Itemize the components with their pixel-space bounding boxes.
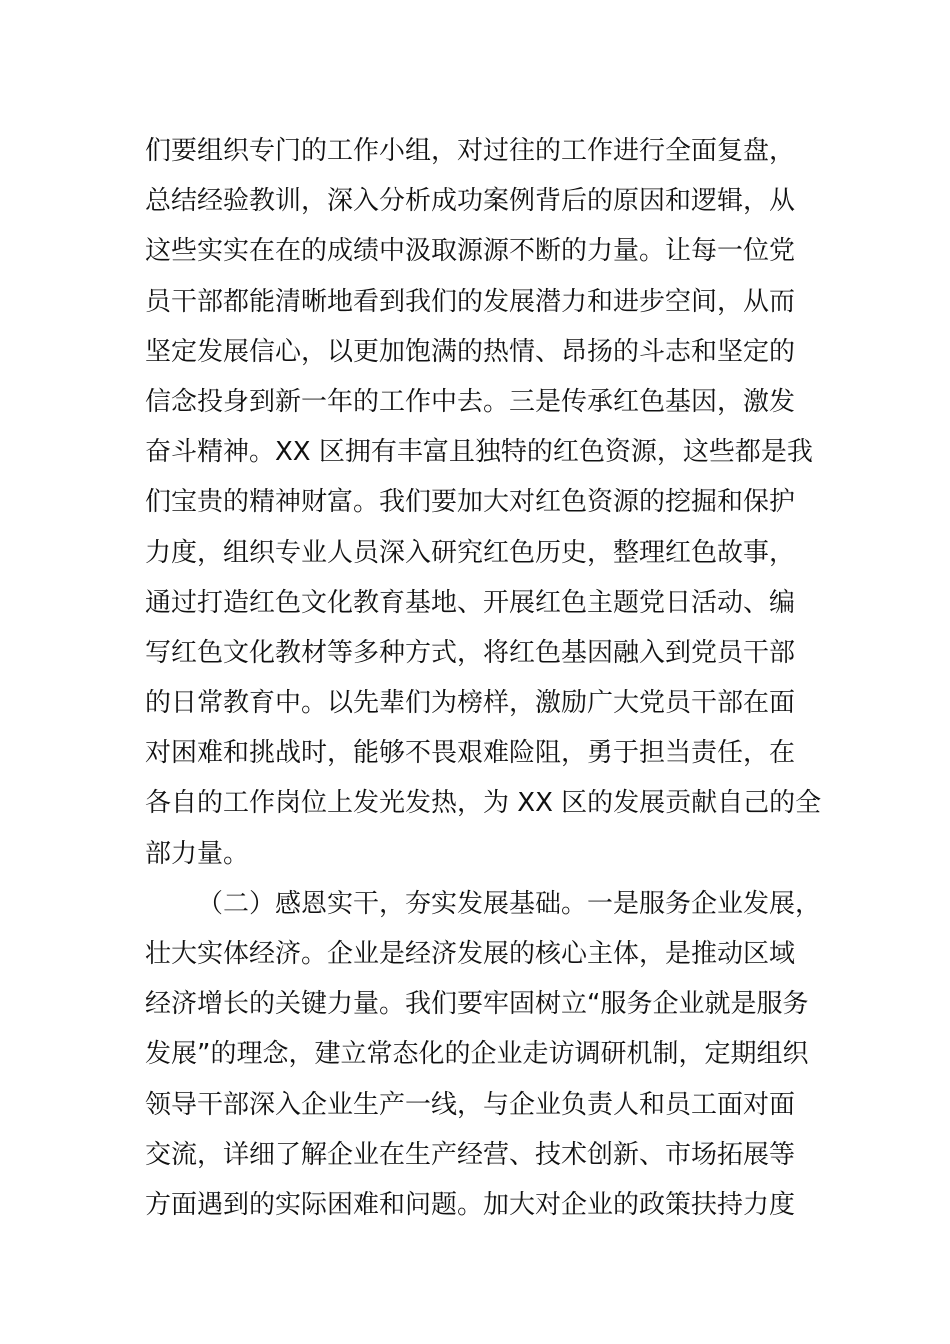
text-line: 坚定发展信心，以更加饱满的热情、昂扬的斗志和坚定的 [145, 336, 796, 367]
text-line: 这些实实在在的成绩中汲取源源不断的力量。让每一位党 [145, 236, 796, 267]
text-line: 壮大实体经济。企业是经济发展的核心主体，是推动区域 [145, 939, 796, 969]
text-line: 交流，详细了解企业在生产经营、技术创新、市场拓展等 [145, 1139, 796, 1170]
text-line: 写红色文化教材等多种方式，将红色基因融入到党员干部 [145, 637, 796, 668]
text-line: 们宝贵的精神财富。我们要加大对红色资源的挖掘和保护 [145, 487, 796, 518]
text-line: 力度，组织专业人员深入研究红色历史，整理红色故事， [145, 537, 796, 568]
text-line: 发展”的理念，建立常态化的企业走访调研机制，定期组织 [145, 1039, 809, 1070]
text-line: 方面遇到的实际困难和问题。加大对企业的政策扶持力度 [145, 1189, 796, 1220]
text-line: 经济增长的关键力量。我们要牢固树立“服务企业就是服务 [145, 989, 809, 1020]
text-line: 员干部都能清晰地看到我们的发展潜力和进步空间，从而 [145, 286, 796, 317]
text-line: 总结经验教训，深入分析成功案例背后的原因和逻辑，从 [145, 186, 796, 217]
section-heading-line: （二）感恩实干，夯实发展基础。一是服务企业发展， [197, 888, 822, 919]
text-line: 领导干部深入企业生产一线，与企业负责人和员工面对面 [145, 1089, 796, 1120]
text-line: 的日常教育中。以先辈们为榜样，激励广大党员干部在面 [145, 688, 796, 719]
text-line: 对困难和挑战时，能够不畏艰难险阻，勇于担当责任，在 [145, 738, 796, 769]
text-line: 奋斗精神。XX 区拥有丰富且独特的红色资源，这些都是我 [145, 437, 813, 468]
text-line: 通过打造红色文化教育基地、开展红色主题党日活动、编 [145, 587, 796, 618]
body-text [145, 126, 835, 1230]
text-line: 们要组织专门的工作小组，对过往的工作进行全面复盘， [145, 136, 796, 166]
text-line: 信念投身到新一年的工作中去。三是传承红色基因，激发 [145, 386, 796, 417]
text-line: 部力量。 [145, 838, 250, 869]
text-line: 各自的工作岗位上发光发热，为 XX 区的发展贡献自己的全 [145, 788, 822, 819]
